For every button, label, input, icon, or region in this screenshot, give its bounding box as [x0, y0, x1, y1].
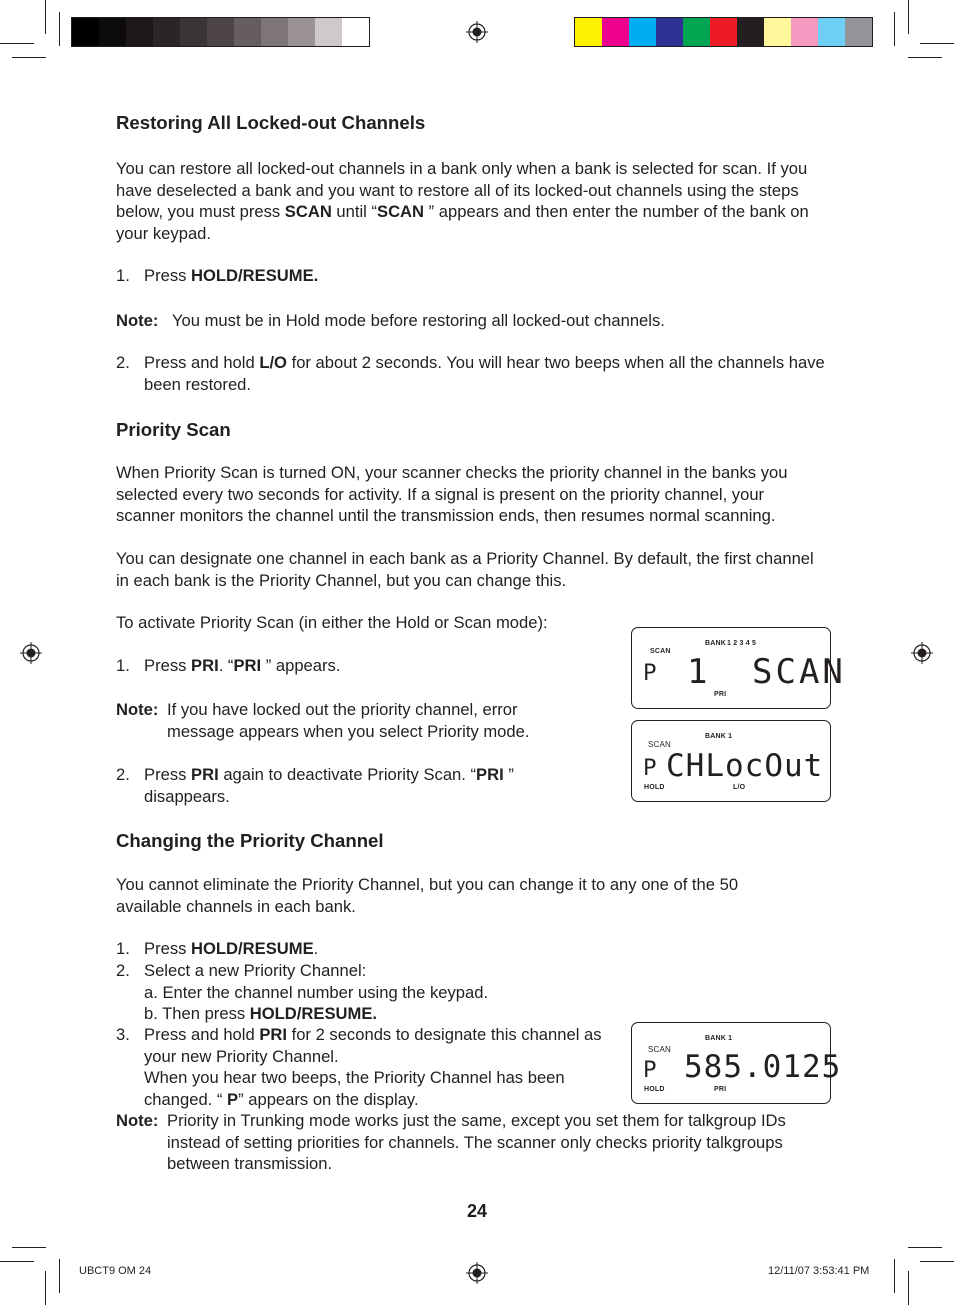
- color-swatch: [126, 18, 153, 46]
- grayscale-color-bar: [71, 17, 370, 47]
- color-swatch: [342, 18, 369, 46]
- paragraph: To activate Priority Scan (in either the Hold or Scan mode):: [116, 613, 548, 632]
- paragraph: You can designate one channel in each bank as a Priority Channel. By default, the first channel in each bank is the Priority Channel, but you can change this.: [116, 549, 814, 590]
- lcd-scan-label: SCAN: [650, 648, 671, 655]
- section-heading: Priority Scan: [116, 419, 231, 440]
- lcd-bank-label: BANK 1: [705, 1035, 733, 1042]
- page-number: 24: [466, 1201, 488, 1221]
- lcd-main-text: CHLocOut: [666, 748, 824, 784]
- lcd-display-priority-scan: [631, 627, 846, 709]
- crop-mark: [894, 12, 895, 46]
- color-swatch: [261, 18, 288, 46]
- crop-mark: [894, 1259, 895, 1293]
- color-swatch: [180, 18, 207, 46]
- paragraph: You cannot eliminate the Priority Channel, but you can change it to any one of the 50 available channels in each bank.: [116, 875, 739, 916]
- color-swatch: [99, 18, 126, 46]
- color-swatch: [737, 18, 764, 46]
- color-swatch: [315, 18, 342, 46]
- color-swatch: [575, 18, 602, 46]
- crop-mark: [0, 43, 34, 44]
- lcd-main-text: SCAN: [752, 652, 846, 692]
- lcd-pri-label: PRI: [714, 1086, 727, 1093]
- color-swatch: [153, 18, 180, 46]
- lcd-scan-label: SCAN: [648, 740, 672, 749]
- registration-mark-icon: [911, 642, 933, 664]
- lcd-bank-numbers: 1 2 3 4 5: [727, 640, 757, 647]
- color-swatch: [710, 18, 737, 46]
- paragraph: You can restore all locked-out channels in a bank only when a bank is selected for scan. If you have deselected a bank and you want to restore all of its locked-out channels using the steps below, you must press SCAN until “SCAN ” appears and then enter the number of the bank on your keypad.: [116, 159, 809, 243]
- section-heading: Changing the Priority Channel: [116, 830, 384, 851]
- footer-timestamp: 12/11/07 3:53:41 PM: [768, 1265, 870, 1277]
- paragraph: When Priority Scan is turned ON, your scanner checks the priority channel in the banks you selected every two seconds for activity. If a signal is present on the priority channel, your scanner monitors the channel until the transmission ends, then resumes normal scanning.: [116, 463, 788, 526]
- color-swatch: [818, 18, 845, 46]
- crop-mark: [920, 1261, 954, 1262]
- color-swatch: [845, 18, 872, 46]
- crop-mark: [12, 1247, 46, 1248]
- crop-mark: [45, 0, 46, 34]
- footer-job-info: UBCT9 OM 24: [79, 1265, 152, 1277]
- crop-mark: [908, 0, 909, 34]
- color-swatch: [72, 18, 99, 46]
- lcd-priority-indicator: P: [643, 756, 657, 781]
- lcd-bank-label: BANK 1: [705, 733, 733, 740]
- color-swatch: [207, 18, 234, 46]
- registration-mark-icon: [20, 642, 42, 664]
- crop-mark: [920, 43, 954, 44]
- crop-mark: [59, 12, 60, 46]
- lcd-priority-indicator: P: [643, 1058, 657, 1083]
- lcd-bank-label: BANK: [705, 640, 727, 647]
- crop-mark: [908, 57, 942, 58]
- lcd-hold-label: HOLD: [644, 1086, 665, 1093]
- crop-mark: [12, 57, 46, 58]
- crop-mark: [908, 1247, 942, 1248]
- color-swatch: [791, 18, 818, 46]
- lcd-frequency-text: 585.0125: [684, 1049, 842, 1085]
- lcd-display-channel-locked-out: [631, 720, 831, 802]
- lcd-priority-indicator: P: [643, 661, 657, 686]
- color-swatch: [656, 18, 683, 46]
- registration-mark-icon: [466, 1262, 488, 1284]
- crop-mark: [59, 1259, 60, 1293]
- color-swatch: [234, 18, 261, 46]
- color-swatch: [288, 18, 315, 46]
- color-swatch: [602, 18, 629, 46]
- lcd-display-frequency: [631, 1022, 842, 1104]
- lcd-channel-number: 1: [687, 652, 711, 692]
- crop-mark: [908, 1271, 909, 1305]
- lcd-hold-label: HOLD: [644, 784, 665, 791]
- lcd-lockout-label: L/O: [733, 784, 746, 791]
- color-swatch: [764, 18, 791, 46]
- crop-mark: [0, 1261, 34, 1262]
- process-color-bar: [574, 17, 873, 47]
- color-swatch: [629, 18, 656, 46]
- crop-mark: [45, 1271, 46, 1305]
- registration-mark-icon: [466, 21, 488, 43]
- section-heading: Restoring All Locked-out Channels: [116, 112, 426, 133]
- lcd-pri-label: PRI: [714, 691, 727, 698]
- lcd-scan-label: SCAN: [648, 1045, 672, 1054]
- color-swatch: [683, 18, 710, 46]
